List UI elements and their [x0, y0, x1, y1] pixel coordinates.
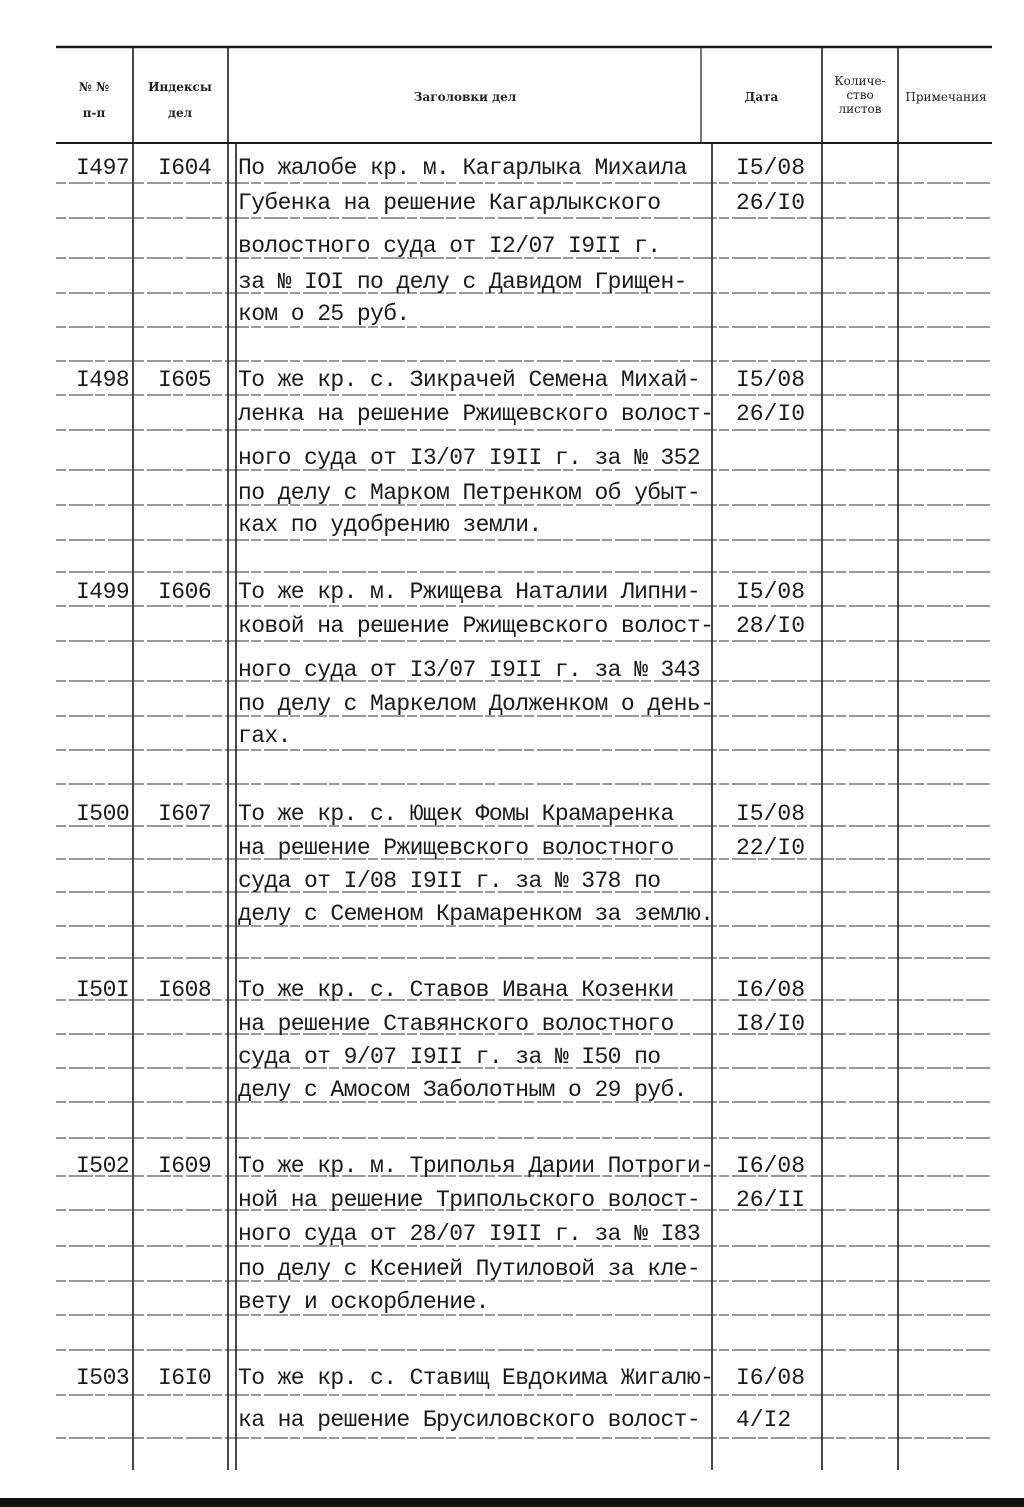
- entry-index: I6I0: [158, 1365, 212, 1391]
- entry-index: I606: [158, 579, 212, 605]
- entry-index: I609: [158, 1153, 212, 1179]
- entry-title-line: По жалобе кр. м. Кагарлыка Михаила: [238, 155, 687, 181]
- entry-title-line: ного суда от I3/07 I9II г. за № 343: [238, 657, 701, 683]
- entry-title-line: ного суда от I3/07 I9II г. за № 352: [238, 445, 701, 471]
- entry-title-line: То же кр. с. Зикрачей Семена Михай-: [238, 367, 701, 393]
- entry-num: I500: [76, 801, 130, 827]
- entry-date-end: 22/I0: [736, 835, 806, 861]
- entry-title-line: Губенка на решение Кагарлыкского: [238, 190, 661, 216]
- entry-title-line: гах.: [238, 723, 291, 749]
- entry-title-line: суда от 9/07 I9II г. за № I50 по: [238, 1044, 661, 1070]
- entry-date-start: I5/08: [736, 801, 806, 827]
- entry-date-end: I8/I0: [736, 1011, 806, 1037]
- entry-title-line: То же кр. м. Ржищева Наталии Липни-: [238, 579, 701, 605]
- entry-title-line: ного суда от 28/07 I9II г. за № I83: [238, 1221, 701, 1247]
- bottom-scan-border: [0, 1498, 1024, 1507]
- entry-num: I502: [76, 1153, 130, 1179]
- entry-title-line: по делу с Маркелом Долженком о день-: [238, 691, 714, 717]
- entry-num: I50I: [76, 977, 130, 1003]
- entry-num: I499: [76, 579, 130, 605]
- entry-date-start: I6/08: [736, 1153, 806, 1179]
- entry-index: I605: [158, 367, 212, 393]
- entry-title-line: То же кр. с. Ставищ Евдокима Жигалю-: [238, 1365, 714, 1391]
- entry-title-line: ком о 25 руб.: [238, 301, 410, 327]
- entry-num: I503: [76, 1365, 130, 1391]
- entry-title-line: ках по удобрению земли.: [238, 512, 542, 538]
- entry-date-start: I5/08: [736, 579, 806, 605]
- entry-title-line: ной на решение Трипольского волост-: [238, 1187, 701, 1213]
- entry-date-start: I5/08: [736, 155, 806, 181]
- entry-date-end: 26/I0: [736, 190, 806, 216]
- entry-date-end: 28/I0: [736, 613, 806, 639]
- entry-title-line: по делу с Ксенией Путиловой за кле-: [238, 1256, 701, 1282]
- header-num: № № п-п: [78, 80, 110, 120]
- entry-date-end: 26/II: [736, 1187, 806, 1213]
- entry-title-line: ленка на решение Ржищевского волост-: [238, 401, 714, 427]
- entry-date-end: 26/I0: [736, 401, 806, 427]
- entry-title-line: То же кр. с. Ставов Ивана Козенки: [238, 977, 674, 1003]
- header-count: Количе- ство листов: [834, 74, 886, 116]
- header-index: Индексы дел: [148, 80, 212, 120]
- entry-title-line: по делу с Марком Петренком об убыт-: [238, 480, 701, 506]
- entry-title-line: волостного суда от I2/07 I9II г.: [238, 233, 661, 259]
- entry-num: I498: [76, 367, 130, 393]
- entry-title-line: ковой на решение Ржищевского волост-: [238, 613, 714, 639]
- entry-title-line: То же кр. м. Триполья Дарии Потроги-: [238, 1153, 714, 1179]
- entry-title-line: То же кр. с. Ющек Фомы Крамаренка: [238, 801, 674, 827]
- header-notes: Примечания: [905, 90, 987, 104]
- entry-date-end: 4/I2: [736, 1407, 792, 1433]
- entry-index: I604: [158, 155, 212, 181]
- entry-title-line: делу с Амосом Заболотным о 29 руб.: [238, 1077, 687, 1103]
- entry-index: I607: [158, 801, 212, 827]
- entry-date-start: I6/08: [736, 977, 806, 1003]
- entry-title-line: на решение Ржищевского волостного: [238, 835, 674, 861]
- entry-date-start: I6/08: [736, 1365, 806, 1391]
- entry-title-line: на решение Ставянского волостного: [238, 1011, 674, 1037]
- entry-title-line: делу с Семеном Крамаренком за землю.: [238, 901, 714, 927]
- entry-title-line: ка на решение Брусиловского волост-: [238, 1407, 701, 1433]
- header-date: Дата: [744, 90, 779, 104]
- entry-title-line: вету и оскорбление.: [238, 1289, 489, 1315]
- entry-date-start: I5/08: [736, 367, 806, 393]
- entry-title-line: суда от I/08 I9II г. за № 378 по: [238, 868, 661, 894]
- entry-title-line: за № IOI по делу с Давидом Грищен-: [238, 269, 687, 295]
- header-title: Заголовки дел: [413, 90, 517, 104]
- entry-index: I608: [158, 977, 212, 1003]
- entry-num: I497: [76, 155, 130, 181]
